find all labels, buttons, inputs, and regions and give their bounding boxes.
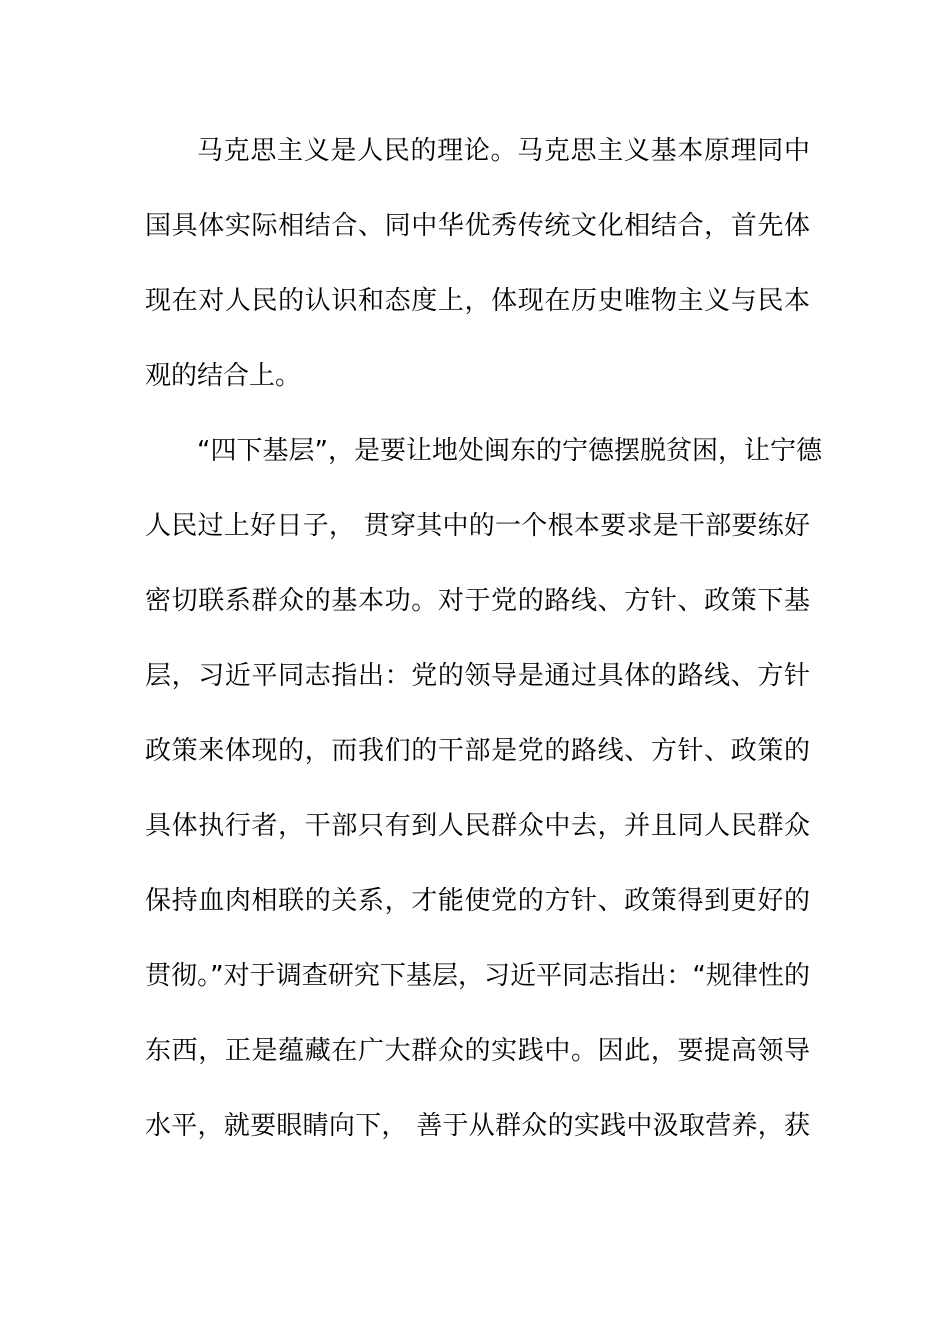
paragraph-1-line-1: 马克思主义是人民的理论。马克思主义基本原理同中 — [197, 136, 810, 166]
paragraph-2-line-4: 层，习近平同志指出：党的领导是通过具体的路线、方针 — [145, 661, 810, 691]
paragraph-2-line-10: 水平，就要眼睛向下， 善于从群众的实践中汲取营养，获 — [145, 1111, 810, 1141]
paragraph-2-line-2: 人民过上好日子， 贯穿其中的一个根本要求是干部要练好 — [145, 511, 810, 541]
paragraph-1-line-2: 国具体实际相结合、同中华优秀传统文化相结合，首先体 — [145, 211, 810, 241]
document-body — [145, 124, 822, 1174]
paragraph-2-line-7: 保持血肉相联的关系，才能使党的方针、政策得到更好的 — [145, 886, 810, 916]
paragraph-2-line-5: 政策来体现的，而我们的干部是党的路线、方针、政策的 — [145, 736, 810, 766]
paragraph-2-line-3: 密切联系群众的基本功。对于党的路线、方针、政策下基 — [145, 586, 810, 616]
paragraph-1-line-4: 观的结合上。 — [145, 361, 302, 391]
paragraph-2-line-6: 具体执行者，干部只有到人民群众中去，并且同人民群众 — [145, 811, 810, 841]
paragraph-2-line-9: 东西，正是蕴藏在广大群众的实践中。因此，要提高领导 — [145, 1036, 810, 1066]
paragraph-2-line-8: 贯彻。”对于调查研究下基层，习近平同志指出：“规律性的 — [145, 961, 810, 991]
paragraph-2-line-1: “四下基层”，是要让地处闽东的宁德摆脱贫困，让宁德 — [197, 436, 822, 466]
paragraph-1-line-3: 现在对人民的认识和态度上，体现在历史唯物主义与民本 — [145, 286, 810, 316]
